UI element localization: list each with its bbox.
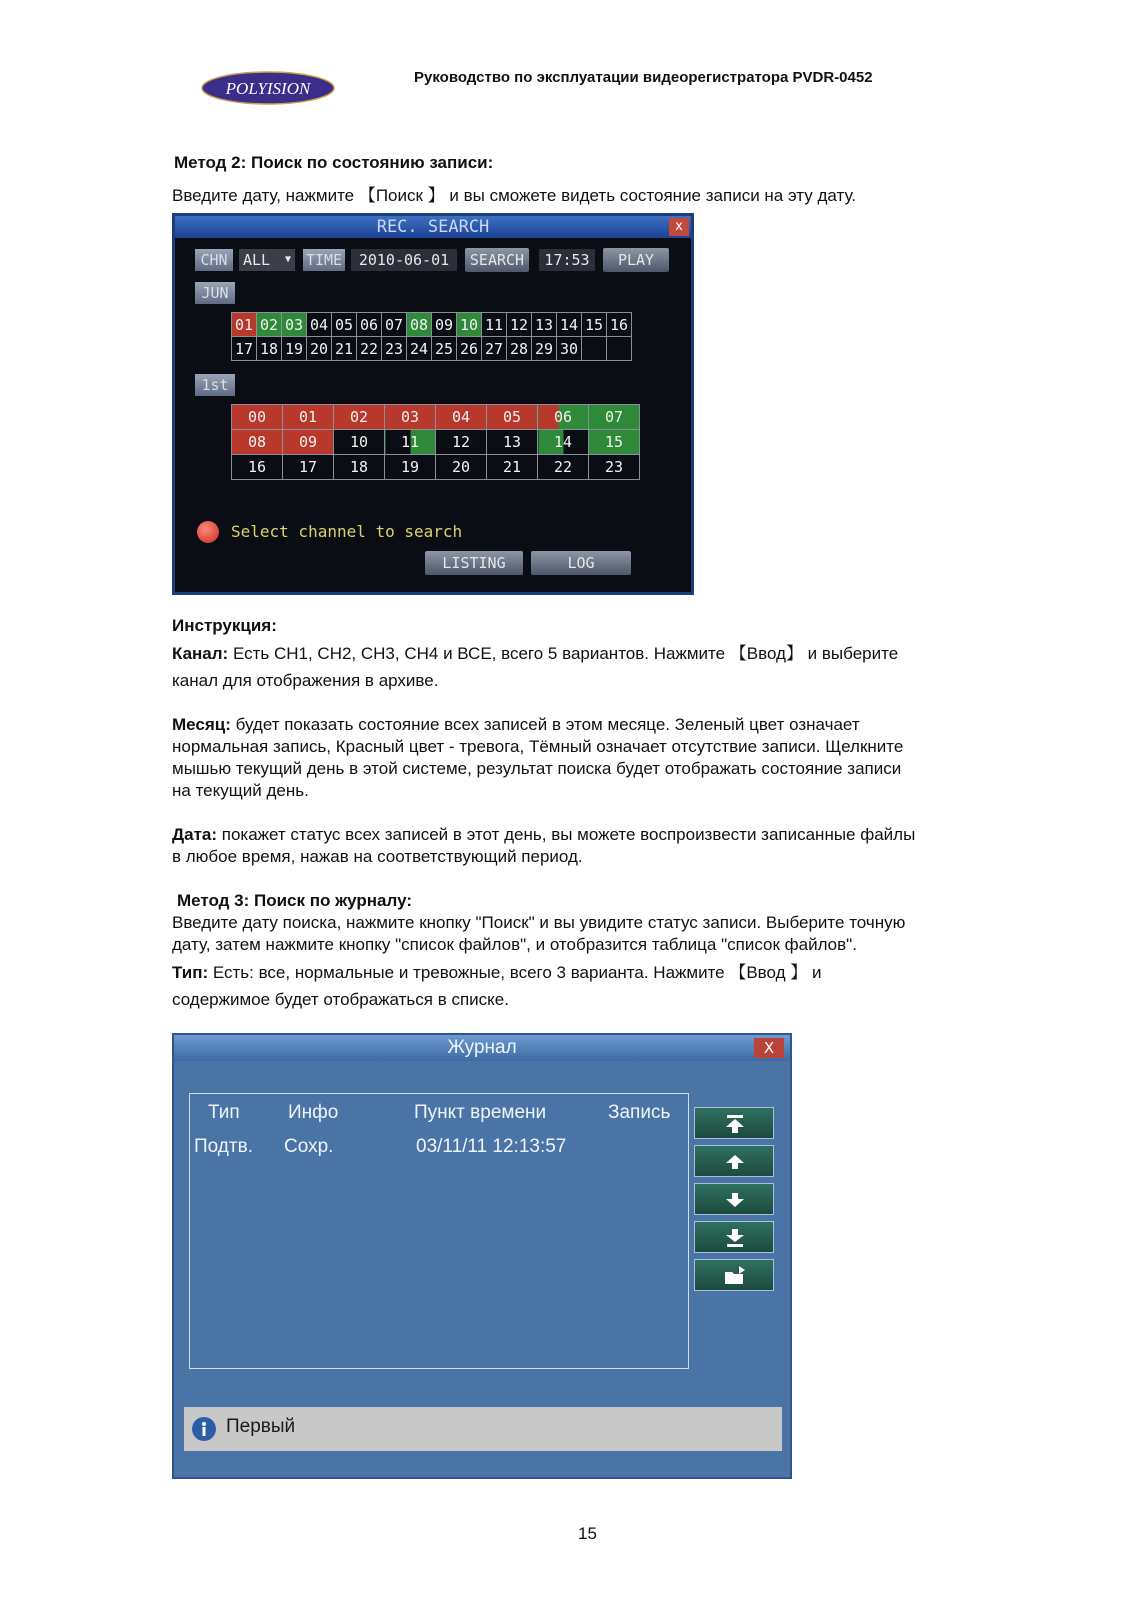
journal-title: Журнал bbox=[447, 1037, 517, 1058]
type-text: Есть: все, нормальные и тревожные, всего 3 варианта. Нажмите 【Ввод 】 и bbox=[208, 963, 822, 982]
calendar-row bbox=[232, 313, 632, 337]
day-cell[interactable]: 15 bbox=[582, 313, 607, 337]
journal-status-bar bbox=[184, 1407, 782, 1451]
log-row-time[interactable]: 03/11/11 12:13:57 bbox=[416, 1136, 567, 1157]
day-cell[interactable]: 09 bbox=[432, 313, 457, 337]
day-cell[interactable]: 30 bbox=[557, 337, 582, 361]
polyvision-logo bbox=[200, 70, 336, 106]
day-cell[interactable]: 23 bbox=[382, 337, 407, 361]
hour-cell[interactable]: 16 bbox=[232, 455, 283, 480]
hour-cell[interactable]: 01 bbox=[283, 405, 334, 430]
day-cell[interactable]: 18 bbox=[257, 337, 282, 361]
log-row-type[interactable]: Подтв. bbox=[194, 1136, 253, 1157]
channel-text: Есть CH1, CH2, CH3, CH4 и ВСЕ, всего 5 вариантов. Нажмите 【Ввод】 и выберите bbox=[228, 644, 899, 663]
journal-dialog bbox=[172, 1033, 792, 1479]
hour-cell[interactable]: 15 bbox=[589, 430, 640, 455]
day-cell[interactable]: 19 bbox=[282, 337, 307, 361]
rec-search-close-button[interactable]: x bbox=[669, 218, 689, 236]
column-header-record: Запись bbox=[608, 1102, 671, 1123]
day-cell[interactable]: 06 bbox=[357, 313, 382, 337]
day-cell[interactable] bbox=[607, 337, 632, 361]
journal-titlebar bbox=[174, 1035, 790, 1061]
search-button[interactable]: SEARCH bbox=[465, 248, 529, 272]
hour-grid bbox=[231, 404, 640, 480]
hour-cell[interactable]: 06 bbox=[538, 405, 589, 430]
hour-cell[interactable]: 07 bbox=[589, 405, 640, 430]
folder-export-icon bbox=[723, 1266, 747, 1286]
month-label-text: Месяц: bbox=[172, 715, 231, 734]
hour-cell[interactable]: 14 bbox=[538, 430, 589, 455]
hour-row bbox=[232, 430, 640, 455]
method3-line1: Введите дату поиска, нажмите кнопку "Поиск" и вы увидите статус записи. Выберите точную bbox=[172, 913, 906, 932]
chevron-down-icon: ▼ bbox=[284, 254, 291, 265]
first-page-button[interactable] bbox=[694, 1107, 774, 1139]
column-header-type: Тип bbox=[208, 1102, 240, 1123]
date-paragraph bbox=[172, 824, 915, 846]
log-button[interactable]: LOG bbox=[531, 551, 631, 575]
month-calendar bbox=[231, 312, 632, 361]
hour-cell[interactable]: 02 bbox=[334, 405, 385, 430]
day-cell[interactable]: 22 bbox=[357, 337, 382, 361]
hour-cell[interactable]: 23 bbox=[589, 455, 640, 480]
date-label-text: Дата: bbox=[172, 825, 218, 844]
play-button[interactable]: PLAY bbox=[603, 248, 669, 272]
document-header-title: Руководство по эксплуатации видеорегистратора PVDR-0452 bbox=[414, 69, 873, 86]
journal-close-button[interactable]: X bbox=[754, 1038, 784, 1058]
prev-page-icon bbox=[723, 1152, 747, 1172]
export-folder-button[interactable] bbox=[694, 1259, 774, 1291]
log-row-info[interactable]: Сохр. bbox=[284, 1136, 334, 1157]
month-label: JUN bbox=[195, 282, 235, 304]
day-cell[interactable]: 10 bbox=[457, 313, 482, 337]
hour-cell[interactable]: 17 bbox=[283, 455, 334, 480]
hour-cell[interactable]: 11 bbox=[385, 430, 436, 455]
channel-select-value: ALL bbox=[243, 251, 271, 269]
listing-button[interactable]: LISTING bbox=[425, 551, 523, 575]
page-number: 15 bbox=[578, 1524, 597, 1543]
rec-search-dialog bbox=[172, 213, 694, 595]
day-cell[interactable]: 08 bbox=[407, 313, 432, 337]
hint-text: Select channel to search bbox=[231, 522, 463, 541]
method3-line2: дату, затем нажмите кнопку "список файлов", и отобразится таблица "список файлов". bbox=[172, 935, 857, 954]
time-label: TIME bbox=[303, 249, 345, 271]
day-cell[interactable]: 29 bbox=[532, 337, 557, 361]
day-cell[interactable]: 27 bbox=[482, 337, 507, 361]
hour-cell[interactable]: 03 bbox=[385, 405, 436, 430]
day-cell[interactable]: 13 bbox=[532, 313, 557, 337]
hour-cell[interactable]: 05 bbox=[487, 405, 538, 430]
next-page-button[interactable] bbox=[694, 1183, 774, 1215]
journal-status-text: Первый bbox=[226, 1416, 296, 1437]
hour-row bbox=[232, 455, 640, 480]
last-page-icon bbox=[723, 1228, 747, 1248]
channel-text-2: канал для отображения в архиве. bbox=[172, 671, 439, 690]
type-text-2: содержимое будет отображаться в списке. bbox=[172, 990, 509, 1009]
day-cell[interactable]: 14 bbox=[557, 313, 582, 337]
date-text: покажет статус всех записей в этот день, вы можете воспроизвести записанные файлы bbox=[217, 825, 916, 844]
day-cell[interactable]: 25 bbox=[432, 337, 457, 361]
type-label: Тип: bbox=[172, 963, 209, 982]
day-cell[interactable]: 04 bbox=[307, 313, 332, 337]
hour-cell[interactable]: 12 bbox=[436, 430, 487, 455]
next-page-icon bbox=[723, 1190, 747, 1210]
date-text-2: в любое время, нажав на соответствующий период. bbox=[172, 847, 583, 866]
month-text-4: на текущий день. bbox=[172, 781, 309, 800]
column-header-time: Пункт времени bbox=[414, 1102, 547, 1123]
day-label: 1st bbox=[195, 374, 235, 396]
rec-search-titlebar bbox=[175, 216, 691, 238]
day-cell[interactable]: 24 bbox=[407, 337, 432, 361]
hour-row bbox=[232, 405, 640, 430]
method2-text: Введите дату, нажмите 【Поиск 】 и вы сможете видеть состояние записи на эту дату. bbox=[172, 186, 856, 205]
hour-cell[interactable]: 20 bbox=[436, 455, 487, 480]
info-icon bbox=[192, 1417, 216, 1441]
hour-cell[interactable]: 09 bbox=[283, 430, 334, 455]
chn-label: CHN bbox=[195, 249, 233, 271]
instruction-heading: Инструкция: bbox=[172, 616, 277, 635]
month-text: будет показать состояние всех записей в этом месяце. Зеленый цвет означает bbox=[230, 715, 860, 734]
day-cell[interactable]: 12 bbox=[507, 313, 532, 337]
prev-page-button[interactable] bbox=[694, 1145, 774, 1177]
month-paragraph bbox=[172, 714, 860, 736]
date-input[interactable]: 2010-06-01 bbox=[351, 249, 457, 271]
calendar-row bbox=[232, 337, 632, 361]
day-cell[interactable]: 11 bbox=[482, 313, 507, 337]
hour-cell[interactable]: 19 bbox=[385, 455, 436, 480]
day-cell[interactable]: 07 bbox=[382, 313, 407, 337]
svg-text:POLYISION: POLYISION bbox=[225, 79, 311, 98]
day-cell[interactable]: 16 bbox=[607, 313, 632, 337]
hour-cell[interactable]: 21 bbox=[487, 455, 538, 480]
month-text-2: нормальная запись, Красный цвет - тревога, Тёмный означает отсутствие записи. Щелкните bbox=[172, 737, 904, 756]
hour-cell[interactable]: 13 bbox=[487, 430, 538, 455]
method3-heading: Метод 3: Поиск по журналу: bbox=[177, 891, 412, 910]
day-cell[interactable]: 17 bbox=[232, 337, 257, 361]
last-page-button[interactable] bbox=[694, 1221, 774, 1253]
hour-cell[interactable]: 08 bbox=[232, 430, 283, 455]
hour-cell[interactable]: 00 bbox=[232, 405, 283, 430]
day-cell[interactable]: 28 bbox=[507, 337, 532, 361]
month-text-3: мышью текущий день в этой системе, результат поиска будет отображать состояние записи bbox=[172, 759, 902, 778]
channel-paragraph bbox=[172, 643, 898, 665]
clock-display: 17:53 bbox=[539, 249, 595, 271]
day-cell[interactable]: 20 bbox=[307, 337, 332, 361]
rec-search-title: REC. SEARCH bbox=[376, 217, 490, 237]
day-cell[interactable] bbox=[582, 337, 607, 361]
channel-select[interactable] bbox=[239, 249, 295, 271]
type-paragraph bbox=[172, 962, 821, 984]
journal-log-list[interactable] bbox=[189, 1093, 689, 1369]
day-cell[interactable]: 26 bbox=[457, 337, 482, 361]
channel-label: Канал: bbox=[172, 644, 229, 663]
column-header-info: Инфо bbox=[288, 1102, 339, 1123]
day-cell[interactable]: 02 bbox=[257, 313, 282, 337]
day-cell[interactable]: 03 bbox=[282, 313, 307, 337]
hour-cell[interactable]: 18 bbox=[334, 455, 385, 480]
method2-heading: Метод 2: Поиск по состоянию записи: bbox=[174, 153, 494, 172]
day-cell[interactable]: 01 bbox=[232, 313, 257, 337]
first-page-icon bbox=[723, 1114, 747, 1134]
hour-cell[interactable]: 04 bbox=[436, 405, 487, 430]
day-cell[interactable]: 21 bbox=[332, 337, 357, 361]
hour-cell[interactable]: 10 bbox=[334, 430, 385, 455]
hour-cell[interactable]: 22 bbox=[538, 455, 589, 480]
status-indicator-icon bbox=[197, 521, 219, 543]
day-cell[interactable]: 05 bbox=[332, 313, 357, 337]
